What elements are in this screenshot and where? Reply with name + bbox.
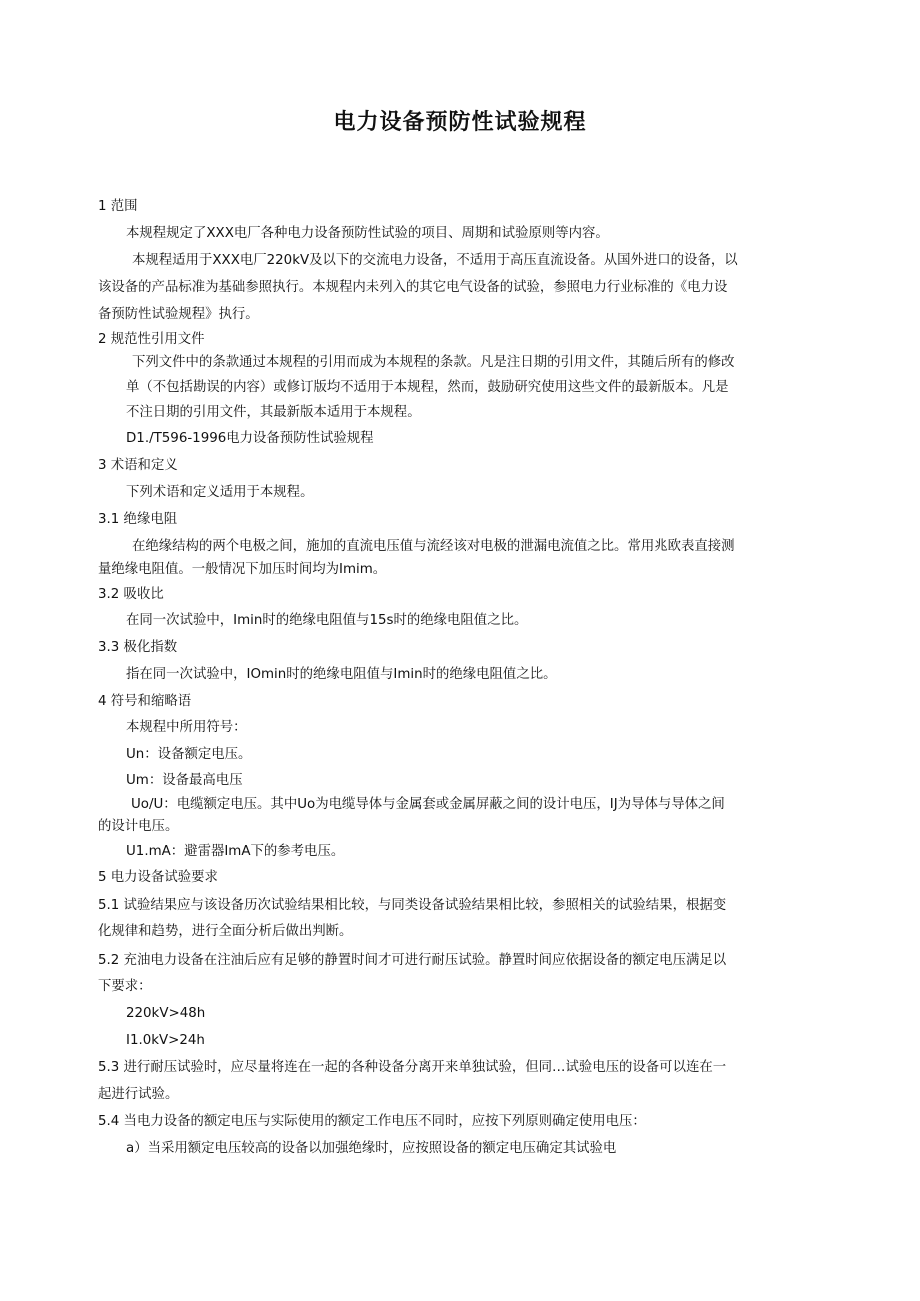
- paragraph-line: 不注日期的引用文件，其最新版本适用于本规程。: [126, 405, 421, 420]
- paragraph-line: 在同一次试验中，Imin时的绝缘电阻值与15s时的绝缘电阻值之比。: [126, 613, 528, 628]
- subsection-heading: 3.1 绝缘电阻: [98, 512, 178, 527]
- paragraph-line: 下要求：: [98, 979, 152, 994]
- paragraph-line: 5.4 当电力设备的额定电压与实际使用的额定工作电压不同时，应按下列原则确定使用电压：: [98, 1114, 646, 1129]
- paragraph-line: 的设计电压。: [98, 819, 179, 834]
- section-heading: 4 符号和缩略语: [98, 694, 192, 709]
- paragraph-line: 下列文件中的条款通过本规程的引用而成为本规程的条款。凡是注日期的引用文件，其随后所有的修改: [132, 355, 735, 370]
- subsection-heading: 3.3 极化指数: [98, 640, 178, 655]
- section-heading: 2 规范性引用文件: [98, 332, 205, 347]
- paragraph-line: a）当采用额定电压较高的设备以加强绝缘时，应按照设备的额定电压确定其试验电: [126, 1141, 617, 1156]
- symbol-entry: U1.mA：避雷器ImA下的参考电压。: [126, 844, 345, 859]
- section-heading: 1 范围: [98, 199, 138, 214]
- section-heading: 3 术语和定义: [98, 458, 178, 473]
- symbol-entry: Um：设备最高电压: [126, 773, 243, 788]
- paragraph-line: 单（不包括勘误的内容）或修订版均不适用于本规程，然而，鼓励研究使用这些文件的最新版本。凡是: [126, 380, 729, 395]
- requirement-entry: I1.0kV>24h: [126, 1033, 205, 1048]
- paragraph-line: 本规程中所用符号：: [126, 720, 247, 735]
- paragraph-line: 该设备的产品标准为基础参照执行。本规程内未列入的其它电气设备的试验，参照电力行业标准的《电力设: [98, 280, 728, 295]
- paragraph-line: 备预防性试验规程》执行。: [98, 307, 259, 322]
- paragraph-line: 下列术语和定义适用于本规程。: [126, 485, 314, 500]
- paragraph-line: 指在同一次试验中，IOmin时的绝缘电阻值与Imin时的绝缘电阻值之比。: [126, 667, 557, 682]
- subsection-heading: 3.2 吸收比: [98, 587, 164, 602]
- paragraph-line: 量绝缘电阻值。一般情况下加压时间均为Imim。: [98, 562, 387, 577]
- symbol-entry: Un：设备额定电压。: [126, 747, 252, 762]
- paragraph-line: 5.3 进行耐压试验时，应尽量将连在一起的各种设备分离开来单独试验，但同…试验电压的设备可以连在一: [98, 1060, 727, 1075]
- symbol-entry: Uo/U：电缆额定电压。其中Uo为电缆导体与金属套或金属屏蔽之间的设计电压，IJ为导体与导体之间: [131, 797, 725, 812]
- paragraph-line: 化规律和趋势，进行全面分析后做出判断。: [98, 924, 353, 939]
- paragraph-line: 5.1 试验结果应与该设备历次试验结果相比较，与同类设备试验结果相比较，参照相关的试验结果，根据变: [98, 898, 727, 913]
- paragraph-line: 本规程规定了XXX电厂各种电力设备预防性试验的项目、周期和试验原则等内容。: [126, 226, 609, 241]
- paragraph-line: 起进行试验。: [98, 1087, 179, 1102]
- paragraph-line: 在绝缘结构的两个电极之间，施加的直流电压值与流经该对电极的泄漏电流值之比。常用兆欧表直接测: [132, 539, 735, 554]
- paragraph-line: 本规程适用于XXX电厂220kV及以下的交流电力设备，不适用于高压直流设备。从国外进口的设备，以: [132, 253, 738, 268]
- paragraph-line: 5.2 充油电力设备在注油后应有足够的静置时间才可进行耐压试验。静置时间应依据设备的额定电压满足以: [98, 953, 727, 968]
- requirement-entry: 220kV>48h: [126, 1006, 206, 1021]
- page-title: 电力设备预防性试验规程: [333, 110, 587, 135]
- section-heading: 5 电力设备试验要求: [98, 870, 218, 885]
- reference-entry: D1./T596-1996电力设备预防性试验规程: [126, 431, 374, 446]
